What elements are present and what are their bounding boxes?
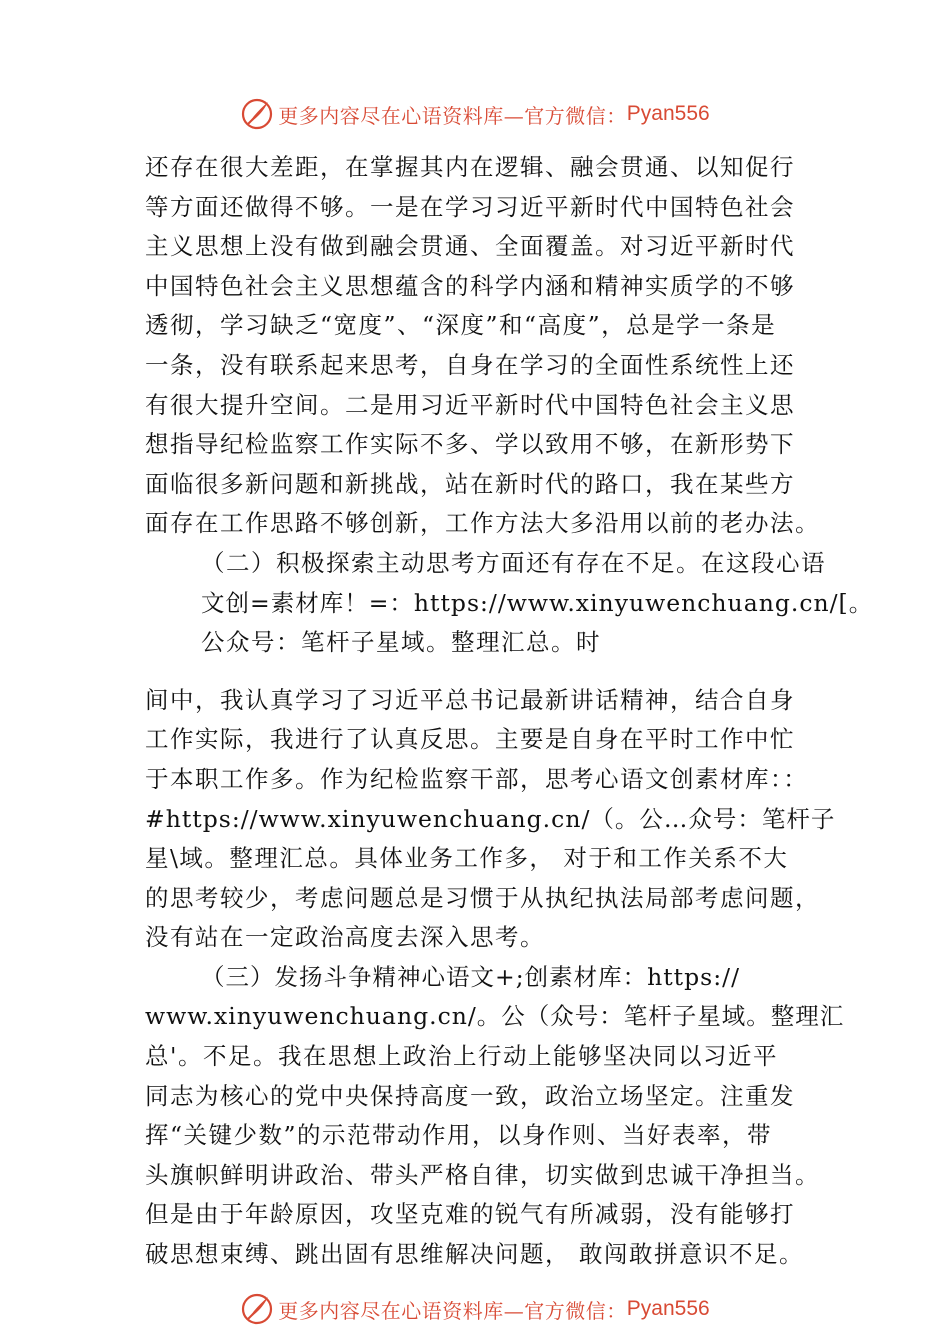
text-line: 间中，我认真学习了习近平总书记最新讲话精神，结合自身	[145, 685, 795, 714]
text-line: 工作实际，我进行了认真反思。主要是自身在平时工作中忙	[145, 725, 795, 754]
text-line: 有很大提升空间。二是用习近平新时代中国特色社会主义思	[145, 390, 795, 419]
text-line: 还存在很大差距，在掌握其内在逻辑、融会贯通、以知促行	[145, 153, 795, 181]
text-line: 公众号：笔杆子星域。整理汇总。时	[201, 628, 601, 657]
text-line: 同志为核心的党中央保持高度一致，政治立场坚定。注重发	[145, 1081, 795, 1110]
text-line: 想指导纪检监察工作实际不多、学以致用不够，在新形势下	[145, 430, 795, 459]
text-line: 中国特色社会主义思想蕴含的科学内涵和精神实质学的不够	[145, 271, 795, 300]
header-banner	[0, 94, 950, 134]
banner-wechat-id: Pyan556	[626, 1297, 710, 1320]
quill-logo-icon	[240, 97, 274, 131]
paragraph-gap	[145, 663, 817, 681]
text-line: 面临很多新问题和新挑战，站在新时代的路口，我在某些方	[145, 469, 795, 498]
text-line: 但是由于年龄原因，攻坚克难的锐气有所减弱，没有能够打	[145, 1200, 795, 1229]
text-line: 头旗帜鲜明讲政治、带头严格自律，切实做到忠诚干净担当。	[145, 1160, 820, 1189]
text-line: 总'。不足。我在思想上政治上行动上能够坚决同以习近平	[145, 1042, 778, 1071]
text-line: 一条，没有联系起来思考，自身在学习的全面性系统性上还	[145, 350, 795, 379]
text-line: 挥“关键少数”的示范带动作用，以身作则、当好表率，带	[145, 1121, 773, 1150]
banner-wechat-id: Pyan556	[626, 102, 710, 125]
text-line: www.xinyuwenchuang.cn/。公（众号：笔杆子星域。整理汇	[145, 1002, 845, 1031]
text-line: 破思想束缚、跳出固有思维解决问题， 敢闯敢拼意识不足。	[145, 1240, 804, 1269]
text-line: 没有站在一定政治高度去深入思考。	[145, 923, 545, 952]
text-line: 面存在工作思路不够创新，工作方法大多沿用以前的老办法。	[145, 509, 820, 538]
text-line: （二）积极探索主动思考方面还有存在不足。在这段心语	[201, 548, 826, 577]
text-line: 文创=素材库！=：https://www.xinyuwenchuang.cn/[。	[201, 588, 874, 617]
text-line: 等方面还做得不够。一是在学习习近平新时代中国特色社会	[145, 192, 795, 221]
banner-text: 更多内容尽在心语资料库—官方微信：	[278, 1298, 627, 1323]
text-line: 星\域。整理汇总。具体业务工作多， 对于和工作关系不大	[145, 844, 789, 873]
text-line: #https://www.xinyuwenchuang.cn/（。公…众号：笔杆子	[145, 804, 836, 833]
footer-banner	[0, 1289, 950, 1329]
text-line: （三）发扬斗争精神心语文+;创素材库：https://	[201, 962, 740, 991]
text-line: 主义思想上没有做到融会贯通、全面覆盖。对习近平新时代	[145, 232, 795, 261]
document-body	[145, 148, 874, 1275]
text-line: 于本职工作多。作为纪检监察干部，思考心语文创素材库：：	[145, 764, 809, 793]
banner-text: 更多内容尽在心语资料库—官方微信：	[278, 103, 627, 128]
text-line: 透彻，学习缺乏“宽度”、“深度”和“高度”，总是学一条是	[145, 311, 777, 340]
text-line: 的思考较少，考虑问题总是习惯于从执纪执法局部考虑问题，	[145, 883, 820, 912]
quill-logo-icon	[240, 1292, 274, 1326]
